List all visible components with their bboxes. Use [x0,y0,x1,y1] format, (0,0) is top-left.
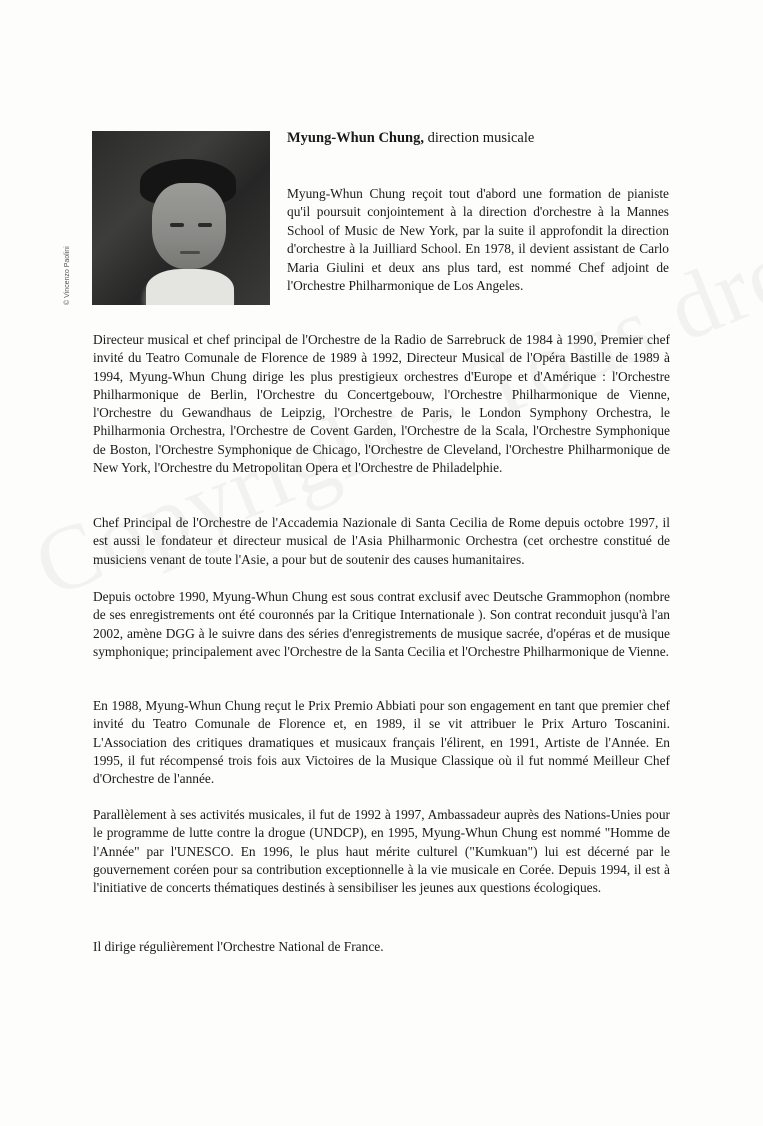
photo-credit: © Vincenzo Paolini [64,246,71,305]
portrait-face [152,183,226,269]
bio-paragraph-career: Directeur musical et chef principal de l'Orchestre de la Radio de Sarrebruck de 1984 à 1990, Premier chef invité du Teatro Comunale de Florence de 1989 à 1992, Directeur Musical de l'Opéra Bastille de 1989 à 1994, Myung-Whun Chung dirige les plus prestigieux orchestres d'Europe et d'Amérique : l'Orchestre Philharmonique de Berlin, l'Orchestre du Concertgebouw, l'Orchestre Philharmonique de Vienne, l'Orchestre du Gewandhaus de Leipzig, l'Orchestre de Paris, le London Symphony Orchestra, le Philharmonia Orchestra, l'Orchestre de Covent Garden, l'Orchestre de la Scala, l'Orchestre Symphonique de Boston, l'Orchestre Symphonique de Chicago, l'Orchestre de Cleveland, l'Orchestre Philharmonique de New York, l'Orchestre du Metropolitan Opera et l'Orchestre de Philadelphie. [93,332,670,476]
conductor-name: Myung-Whun Chung, [287,130,424,146]
bio-paragraph-unesco: Parallèlement à ses activités musicales, il fut de 1992 à 1997, Ambassadeur auprès des Nations-Unies pour le programme de lutte contre la drogue (UNDCP), en 1995, Myung-Whun Chung est nommé "Homme de l'Année" par l'UNESCO. En 1996, le plus haut mérite culturel ("Kumkuan") lui est décerné par le gouvernement coréen pour sa contribution exceptionnelle à la vie musicale en Corée. Depuis 1994, il est à l'initiative de concerts thématiques destinés à sensibiliser les jeunes aux questions écologiques. [93,807,670,896]
conductor-portrait-photo [92,131,270,305]
intro-paragraph: Myung-Whun Chung reçoit tout d'abord une formation de pianiste qu'il poursuit conjointement à la direction d'orchestre à la Mannes School of Music de New York, par la suite il approfondit la direction d'orchestre à la Juilliard School. En 1978, il devient assistant de Carlo Maria Giulini et deux ans plus tard, est nommé Chef adjoint de l'Orchestre Philharmonique de Los Angeles. [287,186,669,294]
portrait-left-eye [170,223,184,227]
portrait-right-eye [198,223,212,227]
portrait-collar [146,269,234,305]
bio-paragraph-orchestre-national: Il dirige régulièrement l'Orchestre National de France. [93,939,384,954]
bio-paragraph-recordings: Depuis octobre 1990, Myung-Whun Chung est sous contrat exclusif avec Deutsche Grammophon (nombre de ses enregistrements ont été couronnés par la Critique Internationale ). Son contrat reconduit jusqu'à l'an 2002, amène DGG à le suivre dans des séries d'enregistrements de musique sacrée, d'opéras et de musique symphonique; principalement avec l'Orchestre de la Santa Cecilia et l'Orchestre Philharmonique de Vienne. [93,589,670,659]
portrait-mouth [180,251,200,254]
bio-heading [287,130,534,147]
bio-paragraph-awards: En 1988, Myung-Whun Chung reçut le Prix Premio Abbiati pour son engagement en tant que premier chef invité du Teatro Comunale de Florence et, en 1989, il se vit attribuer le Prix Arturo Toscanini. L'Association des critiques dramatiques et musicaux français l'élirent, en 1991, Artiste de l'Année. En 1995, il fut récompensé trois fois aux Victoires de la Musique Classique où il fut nommé Meilleur Chef d'Orchestre de l'année. [93,698,670,787]
conductor-role: direction musicale [424,130,535,146]
bio-paragraph-santa-cecilia: Chef Principal de l'Orchestre de l'Accademia Nazionale di Santa Cecilia de Rome depuis octobre 1997, il est aussi le fondateur et directeur musical de l'Asia Philharmonic Orchestra (cet orchestre constitué de musiciens venant de toute l'Asie, a pour but de soutenir des causes humanitaires. [93,515,670,567]
